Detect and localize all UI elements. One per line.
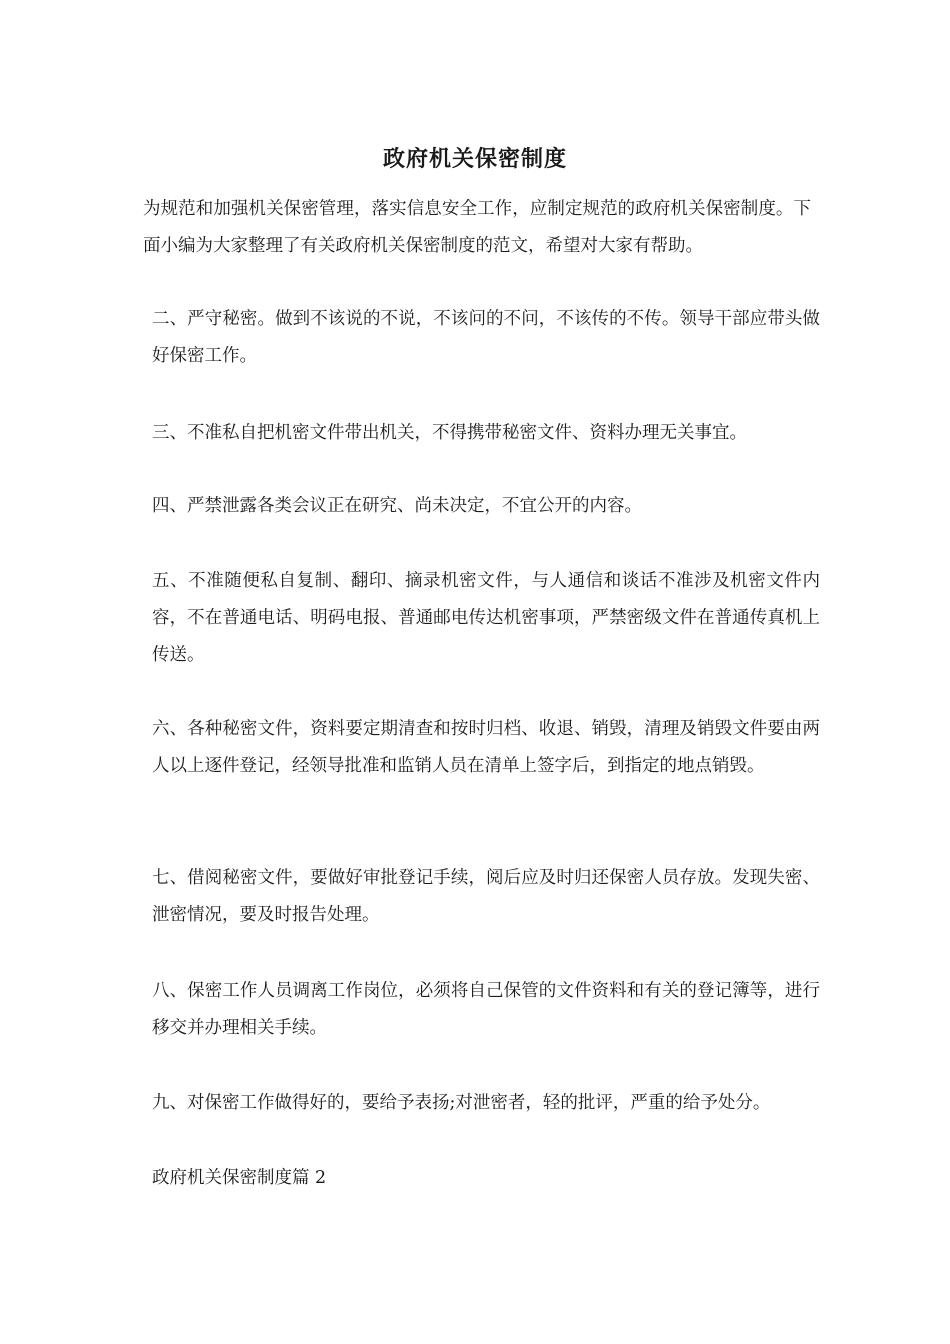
rule-paragraph-2: 二、严守秘密。做到不该说的不说，不该问的不问，不该传的不传。领导干部应带头做好保密工作。 [152,309,820,366]
document-title: 政府机关保密制度 [382,146,567,172]
rule-paragraph-6: 六、各种秘密文件，资料要定期清查和按时归档、收退、销毁，清理及销毁文件要由两人以上逐件登记，经领导批准和监销人员在清单上签字后，到指定的地点销毁。 [152,719,820,776]
rule-paragraph-7: 七、借阅秘密文件，要做好审批登记手续，阅后应及时归还保密人员存放。发现失密、泄密情况，要及时报告处理。 [152,868,820,925]
rule-paragraph-5: 五、不准随便私自复制、翻印、摘录机密文件，与人通信和谈话不准涉及机密文件内容，不在普通电话、明码电报、普通邮电传达机密事项，严禁密级文件在普通传真机上传送。 [152,571,820,665]
rule-paragraph-8: 八、保密工作人员调离工作岗位，必须将自己保管的文件资料和有关的登记簿等，进行移交并办理相关手续。 [152,981,820,1038]
intro-paragraph: 为规范和加强机关保密管理，落实信息安全工作，应制定规范的政府机关保密制度。下面小编为大家整理了有关政府机关保密制度的范文，希望对大家有帮助。 [143,199,811,256]
rule-paragraph-9: 九、对保密工作做得好的，要给予表扬;对泄密者，轻的批评，严重的给予处分。 [152,1093,771,1113]
section-heading-part-2: 政府机关保密制度篇 2 [152,1168,327,1188]
rule-paragraph-3: 三、不准私自把机密文件带出机关，不得携带秘密文件、资料办理无关事宜。 [152,423,747,443]
rule-paragraph-4: 四、严禁泄露各类会议正在研究、尚未决定，不宜公开的内容。 [152,496,642,516]
